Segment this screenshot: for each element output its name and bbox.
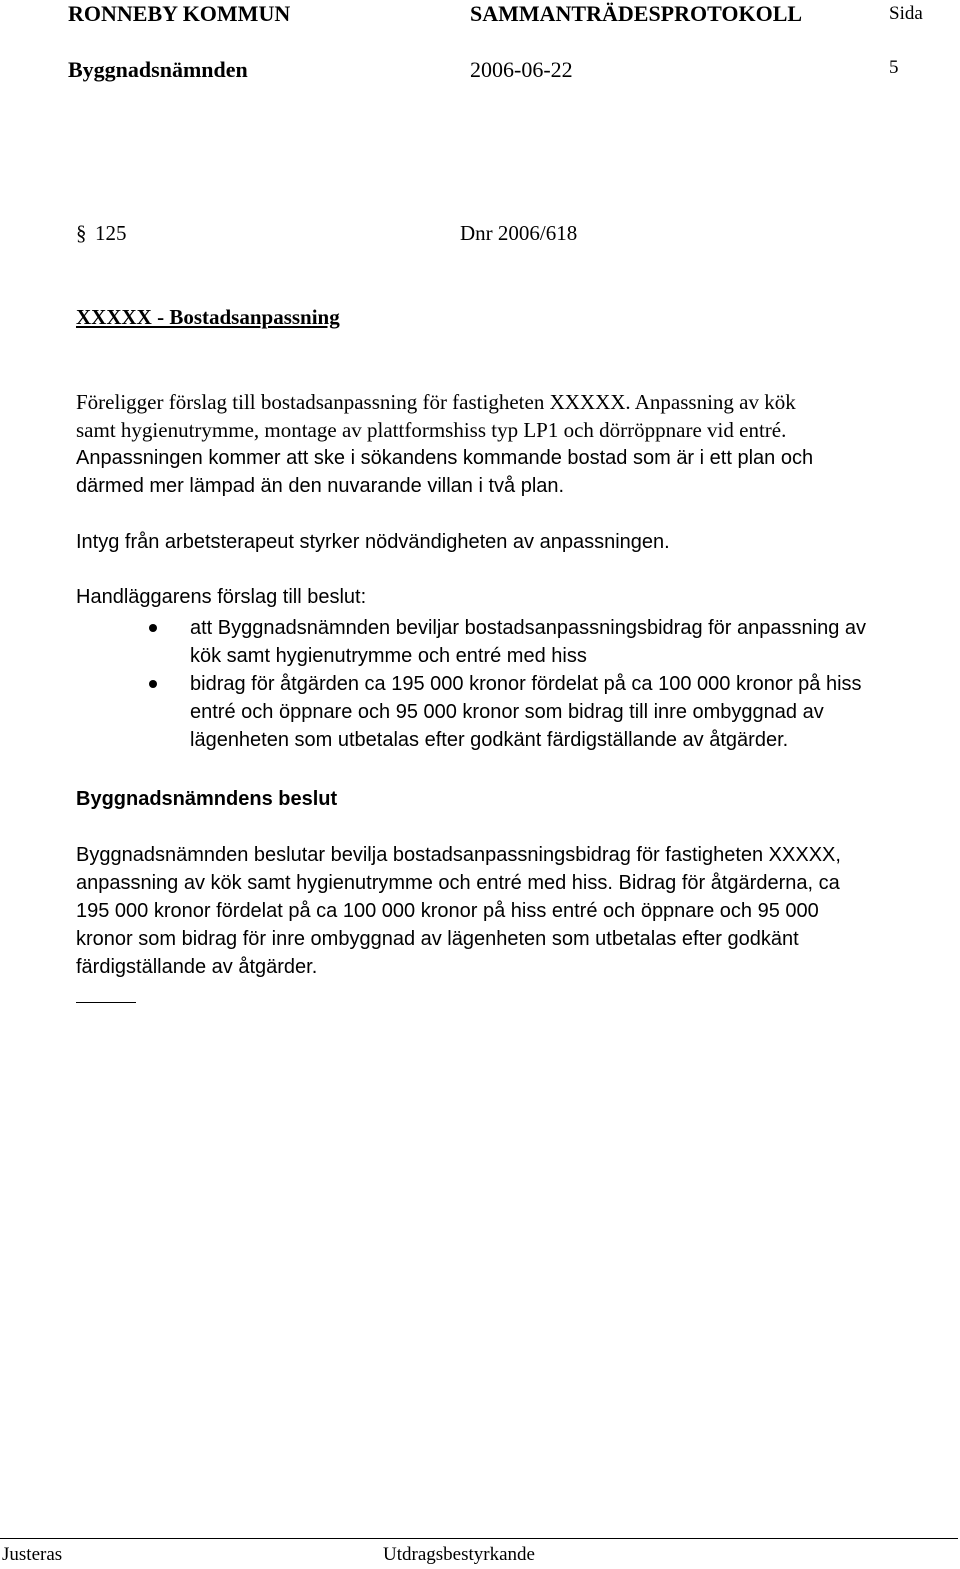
certificate-paragraph — [76, 528, 936, 556]
page-label: Sida — [889, 3, 923, 24]
decision-line: anpassning av kök samt hygienutrymme och entré med hiss. Bidrag för åtgärderna, ca — [76, 872, 840, 894]
decision-heading-text: Byggnadsnämndens beslut — [76, 788, 338, 810]
case-number: Dnr 2006/618 — [460, 221, 578, 245]
list-item — [76, 614, 936, 670]
reason-paragraph — [76, 444, 936, 500]
meeting-date: 2006-06-22 — [470, 57, 573, 82]
proposal-list — [76, 614, 936, 754]
intro-line: samt hygienutrymme, montage av plattformshiss typ LP1 och dörröppnare vid entré. — [76, 418, 787, 442]
list-item-line: bidrag för åtgärden ca 195 000 kronor fördelat på ca 100 000 kronor på hiss — [190, 673, 862, 695]
certificate-text: Intyg från arbetsterapeut styrker nödvändigheten av anpassningen. — [76, 531, 670, 553]
section-number: 125 — [95, 221, 127, 245]
decision-line: 195 000 kronor fördelat på ca 100 000 kronor på hiss entré och öppnare och 95 000 — [76, 900, 819, 922]
footer-utdragsbestyrkande: Utdragsbestyrkande — [383, 1544, 535, 1565]
document-type: SAMMANTRÄDESPROTOKOLL — [470, 1, 803, 26]
end-rule — [76, 1002, 136, 1003]
reason-line: Anpassningen kommer att ske i sökandens kommande bostad som är i ett plan och — [76, 447, 814, 469]
list-item-line: lägenheten som utbetalas efter godkänt färdigställande av åtgärder. — [190, 729, 789, 751]
committee-name: Byggnadsnämnden — [68, 57, 248, 82]
bullet-icon — [149, 680, 157, 688]
organization-name: RONNEBY KOMMUN — [68, 1, 291, 26]
reason-line: därmed mer lämpad än den nuvarande villan i två plan. — [76, 475, 565, 497]
decision-line: färdigställande av åtgärder. — [76, 956, 318, 978]
section-title: XXXXX - Bostadsanpassning — [76, 305, 340, 329]
paragraph-symbol: § — [76, 221, 87, 245]
intro-line: Föreligger förslag till bostadsanpassning för fastigheten XXXXX. Anpassning av kök — [76, 390, 796, 414]
decision-line: Byggnadsnämnden beslutar bevilja bostadsanpassningsbidrag för fastigheten XXXXX, — [76, 844, 841, 866]
list-item-line: kök samt hygienutrymme och entré med hiss — [190, 645, 587, 667]
intro-paragraph — [76, 388, 936, 444]
decision-line: kronor som bidrag för inre ombyggnad av lägenheten som utbetalas efter godkänt — [76, 928, 799, 950]
list-item — [76, 670, 936, 754]
bullet-icon — [149, 624, 157, 632]
footer-justeras: Justeras — [2, 1544, 63, 1565]
list-item-line: att Byggnadsnämnden beviljar bostadsanpassningsbidrag för anpassning av — [190, 617, 867, 639]
proposal-heading — [76, 583, 936, 611]
proposal-heading-text: Handläggarens förslag till beslut: — [76, 586, 367, 608]
decision-paragraph — [76, 841, 936, 981]
list-item-line: entré och öppnare och 95 000 kronor som bidrag till inre ombyggnad av — [190, 701, 824, 723]
decision-heading — [76, 785, 936, 813]
page-number: 5 — [889, 57, 899, 78]
footer-rule — [0, 1538, 958, 1539]
